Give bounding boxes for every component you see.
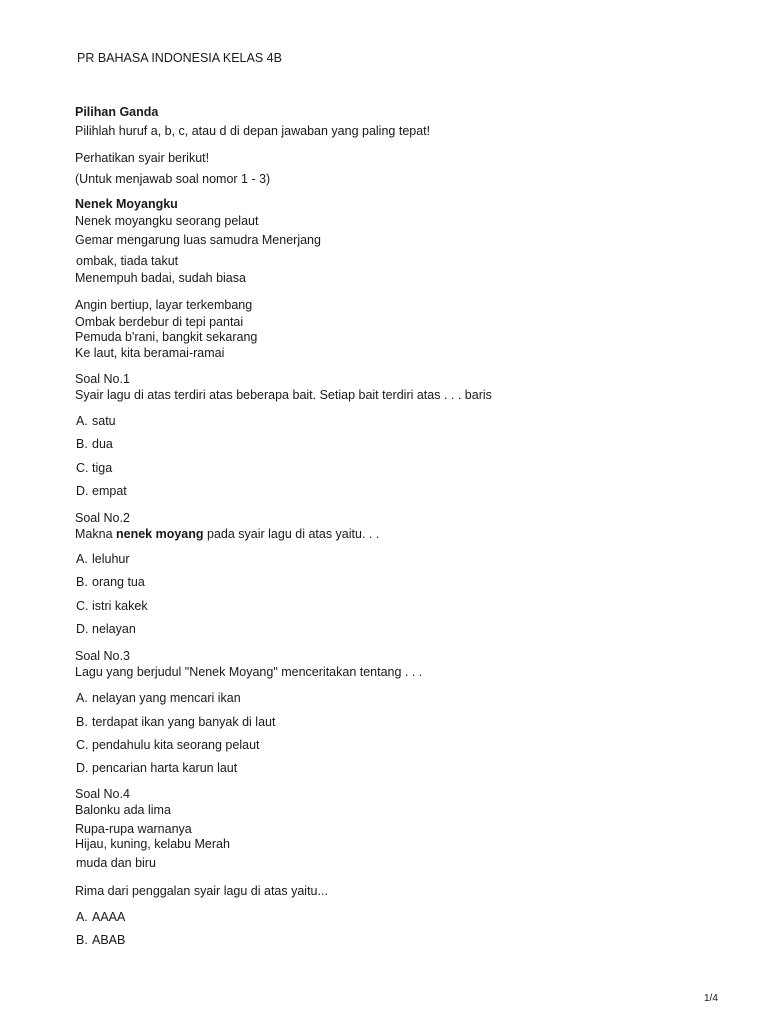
- poem-line: muda dan biru: [76, 856, 156, 870]
- answer-option: D. empat: [76, 484, 127, 498]
- question-text: Makna nenek moyang pada syair lagu di atas yaitu. . .: [75, 527, 380, 541]
- question-text: Syair lagu di atas terdiri atas beberapa bait. Setiap bait terdiri atas . . . baris: [75, 388, 492, 402]
- poem-line: ombak, tiada takut: [76, 254, 179, 268]
- intro-line: (Untuk menjawab soal nomor 1 - 3): [75, 172, 271, 186]
- answer-option: D. pencarian harta karun laut: [76, 761, 238, 775]
- answer-option: B. terdapat ikan yang banyak di laut: [76, 715, 276, 729]
- question-text: Rima dari penggalan syair lagu di atas yaitu...: [75, 884, 328, 898]
- emphasis-term: nenek moyang: [116, 527, 204, 541]
- answer-option: A. satu: [76, 414, 116, 428]
- poem-line: Ke laut, kita beramai-ramai: [75, 346, 225, 360]
- poem-line: Menempuh badai, sudah biasa: [75, 271, 246, 285]
- answer-option: C. tiga: [76, 461, 113, 475]
- section-instruction: Pilihlah huruf a, b, c, atau d di depan jawaban yang paling tepat!: [75, 124, 431, 138]
- question-label: Soal No.3: [75, 649, 130, 663]
- answer-option: C. istri kakek: [76, 599, 148, 613]
- poem-line: Balonku ada lima: [75, 803, 171, 817]
- document-title: PR BAHASA INDONESIA KELAS 4B: [77, 51, 282, 65]
- poem-line: Pemuda b'rani, bangkit sekarang: [75, 330, 258, 344]
- poem-line: Hijau, kuning, kelabu Merah: [75, 837, 230, 851]
- question-label: Soal No.2: [75, 511, 130, 525]
- answer-option: A. nelayan yang mencari ikan: [76, 691, 241, 705]
- answer-option: A. AAAA: [76, 910, 126, 924]
- poem-line: Rupa-rupa warnanya: [75, 822, 192, 836]
- answer-option: B. ABAB: [76, 933, 126, 947]
- question-label: Soal No.1: [75, 372, 130, 386]
- section-heading: Pilihan Ganda: [75, 105, 159, 119]
- poem-title: Nenek Moyangku: [75, 197, 178, 211]
- question-label: Soal No.4: [75, 787, 130, 801]
- question-text: Lagu yang berjudul "Nenek Moyang" menceritakan tentang . . .: [75, 665, 423, 679]
- poem-line: Gemar mengarung luas samudra Menerjang: [75, 233, 321, 247]
- intro-line: Perhatikan syair berikut!: [75, 151, 210, 165]
- poem-line: Ombak berdebur di tepi pantai: [75, 315, 244, 329]
- answer-option: A. leluhur: [76, 552, 130, 566]
- answer-option: C. pendahulu kita seorang pelaut: [76, 738, 260, 752]
- page-number: 1/4: [704, 993, 718, 1004]
- answer-option: B. dua: [76, 437, 113, 451]
- poem-line: Nenek moyangku seorang pelaut: [75, 214, 259, 228]
- answer-option: B. orang tua: [76, 575, 145, 589]
- answer-option: D. nelayan: [76, 622, 136, 636]
- poem-line: Angin bertiup, layar terkembang: [75, 298, 253, 312]
